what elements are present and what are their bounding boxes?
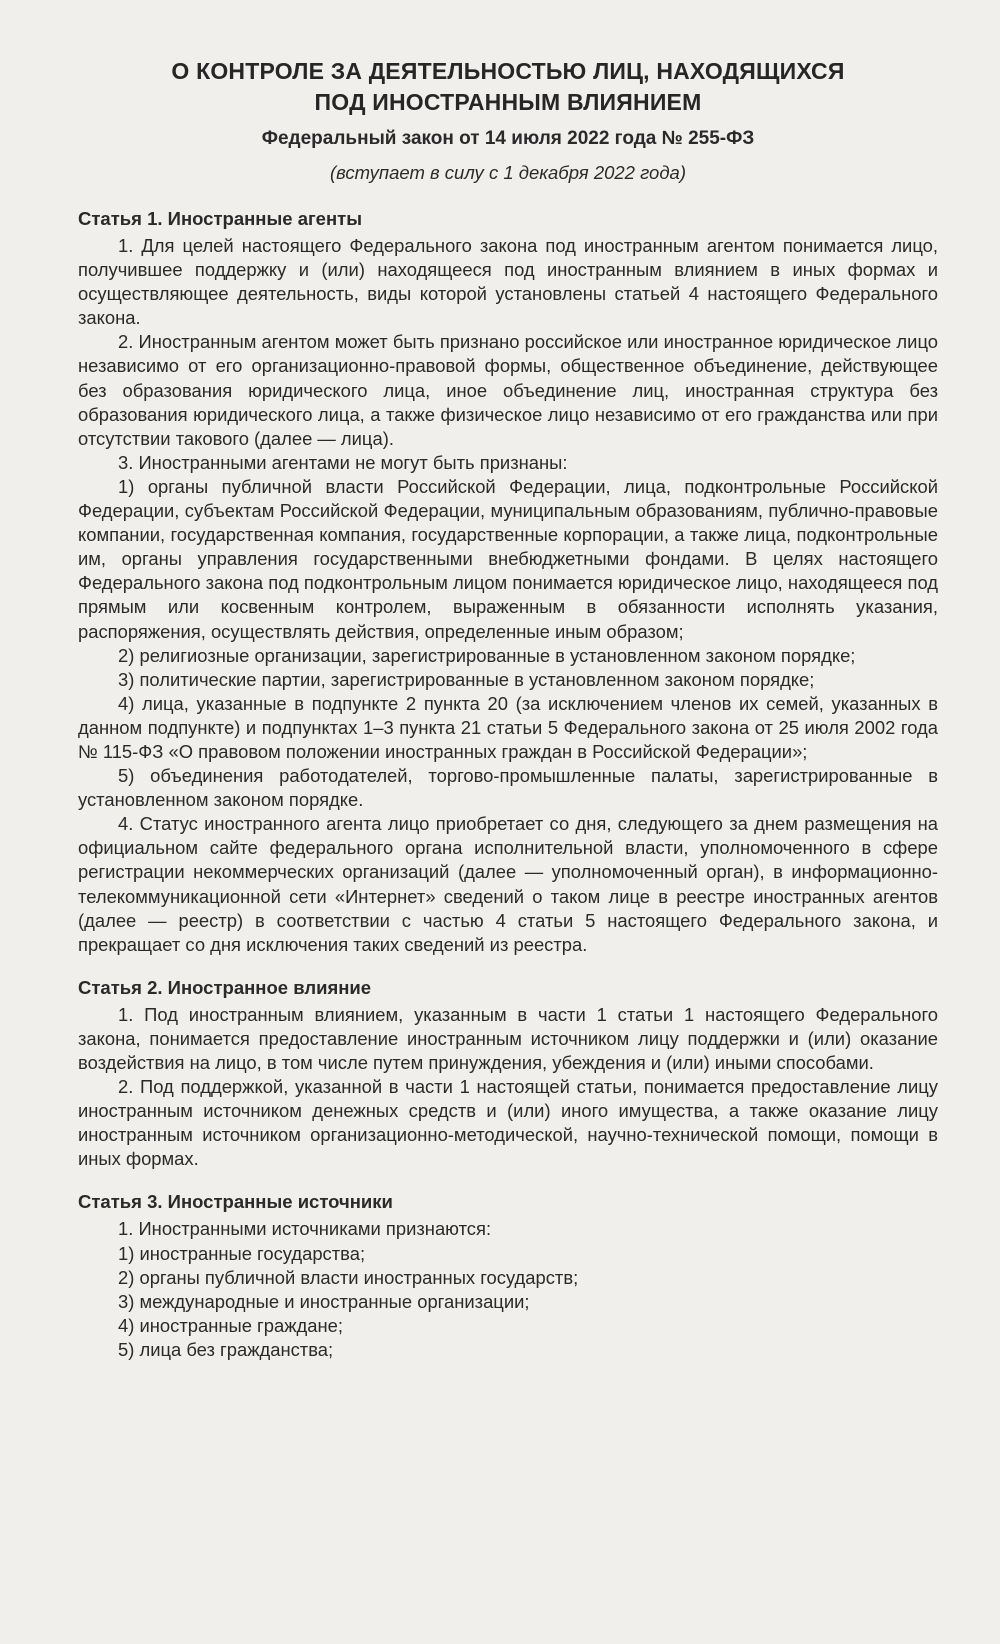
article-2-heading: Статья 2. Иностранное влияние: [78, 976, 372, 998]
article-1-paragraph: 3. Иностранными агентами не могут быть признаны:: [118, 451, 568, 473]
document-page: [78, 56, 938, 1362]
article-3-line: 1. Иностранными источниками признаются:: [118, 1218, 492, 1240]
article-1-paragraph: 2) религиозные организации, зарегистрированные в установленном законом порядке;: [118, 644, 856, 666]
effective-date-note: (вступает в силу с 1 декабря 2022 года): [329, 162, 686, 183]
article-2-paragraph: 1. Под иностранным влиянием, указанным в части 1 статьи 1 настоящего Федерального закона, понимается предоставление иностранным источником лицу поддержки и (или) оказание воздействия на лицо, в том числе путем принуждения, убеждения и (или) иными способами.: [78, 1003, 938, 1073]
article-3-line: 2) органы публичной власти иностранных государств;: [118, 1266, 579, 1288]
article-2: [78, 975, 938, 1172]
article-1: [78, 206, 938, 957]
title-line-2: ПОД ИНОСТРАННЫМ ВЛИЯНИЕМ: [314, 89, 702, 115]
article-3-heading: Статья 3. Иностранные источники: [78, 1191, 393, 1213]
article-1-paragraph: 4. Статус иностранного агента лицо приобретает со дня, следующего за днем размещения на официальном сайте федерального органа исполнительной власти, уполномоченного в сфере регистрации некоммерческих организаций (далее — уполномоченный орган), в информационно-телекоммуникационной сети «Интернет» сведений о таком лице в реестре иностранных агентов (далее — реестр) в соответствии с частью 4 статьи 5 настоящего Федерального закона, и прекращает со дня исключения таких сведений из реестра.: [78, 813, 938, 955]
article-1-paragraph: 4) лица, указанные в подпункте 2 пункта 20 (за исключением членов их семей, указанных в данном подпункте) и подпунктах 1–3 пункта 21 статьи 5 Федерального закона от 25 июля 2002 года № 115-ФЗ «О правовом положении иностранных граждан в Российской Федерации»;: [78, 692, 938, 762]
article-1-paragraph: 1. Для целей настоящего Федерального закона под иностранным агентом понимается лицо, получившее поддержку и (или) находящееся под иностранным влиянием в иных формах и осуществляющее деятельность, виды которой установлены статьей 4 настоящего Федерального закона.: [78, 235, 938, 329]
article-3-line: 1) иностранные государства;: [118, 1242, 366, 1264]
article-1-paragraph: 3) политические партии, зарегистрированные в установленном законом порядке;: [118, 668, 815, 690]
article-2-paragraph: 2. Под поддержкой, указанной в части 1 настоящей статьи, понимается предоставление лицу иностранным источником денежных средств и (или) иного имущества, а также оказание лицу иностранным источником организационно-методической, научно-технической помощи, помощи в иных формах.: [78, 1076, 938, 1170]
article-3-line: 3) международные и иностранные организации;: [118, 1290, 530, 1312]
law-title: [78, 56, 938, 118]
law-subtitle: Федеральный закон от 14 июля 2022 года № 255-ФЗ: [261, 128, 755, 149]
article-3: [78, 1189, 938, 1362]
article-3-line: 4) иностранные граждане;: [118, 1314, 343, 1336]
article-1-heading: Статья 1. Иностранные агенты: [78, 208, 363, 229]
title-line-1: О КОНТРОЛЕ ЗА ДЕЯТЕЛЬНОСТЬЮ ЛИЦ, НАХОДЯЩИХСЯ: [171, 58, 845, 84]
article-1-paragraph: 5) объединения работодателей, торгово-промышленные палаты, зарегистрированные в установленном законом порядке.: [78, 765, 938, 811]
article-1-paragraph: 2. Иностранным агентом может быть признано российское или иностранное юридическое лицо независимо от его организационно-правовой формы, общественное объединение, действующее без образования юридического лица, иное объединение лиц, иностранная структура без образования юридического лица, а также физическое лицо независимо от его гражданства или при отсутствии такового (далее — лица).: [78, 331, 938, 449]
article-3-line: 5) лица без гражданства;: [118, 1338, 334, 1360]
article-1-paragraph: 1) органы публичной власти Российской Федерации, лица, подконтрольные Российской Федерации, субъектам Российской Федерации, муниципальным образованиям, публично-правовые компании, государственная компания, государственные корпорации, а также лица, подконтрольные им, органы управления государственными внебюджетными фондами. В целях настоящего Федерального закона под подконтрольным лицом понимается юридическое лицо, находящееся под прямым или косвенным контролем, выраженным в обязанности исполнять указания, распоряжения, осуществлять действия, определенные иным образом;: [78, 475, 938, 642]
